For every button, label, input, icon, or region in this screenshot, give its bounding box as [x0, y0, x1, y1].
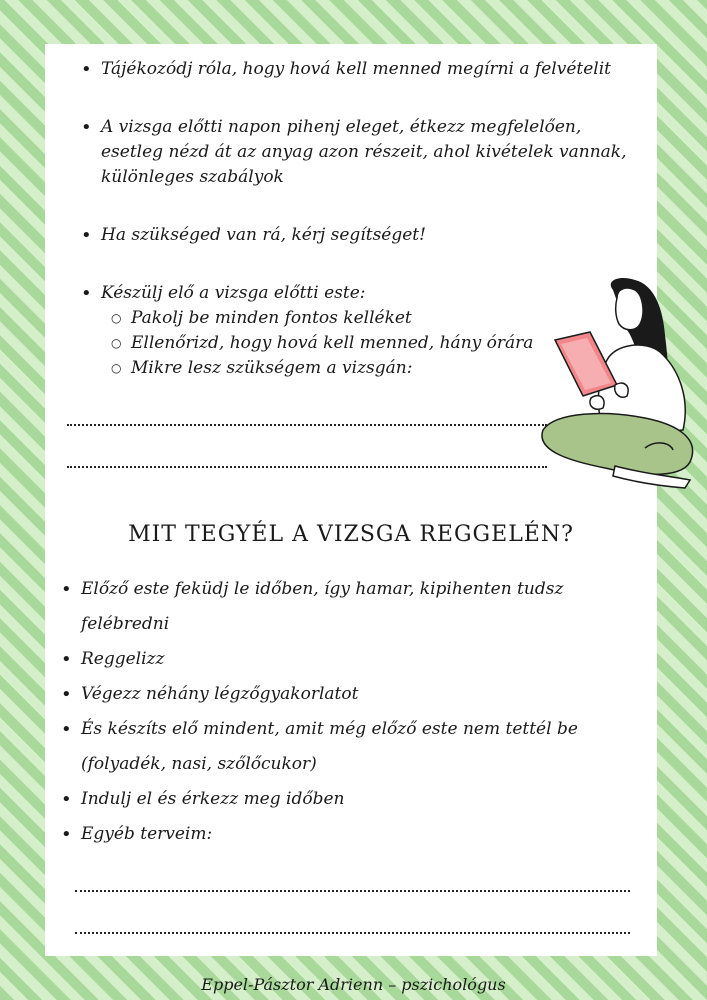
list-item: • És készíts elő mindent, amit még előző este nem tettél be (folyadék, nasi, szőlőcukor) [61, 712, 641, 782]
list-item-label: Készülj elő a vizsga előtti este: [101, 283, 366, 303]
morning-list [61, 572, 641, 852]
list-item: • Tájékozódj róla, hogy hová kell menned megírni a felvételit [81, 57, 641, 82]
reading-girl-illustration [495, 240, 705, 495]
writing-line [75, 890, 630, 892]
list-item: • Reggelizz [61, 642, 641, 677]
section-heading: MIT TEGYÉL A VIZSGA REGGELÉN? [128, 522, 574, 547]
sublist-item: ○ Ellenőrizd, hogy hová kell menned, hány órára [111, 331, 641, 356]
list-item: • Indulj el és érkezz meg időben [61, 782, 641, 817]
writing-line [75, 932, 630, 934]
list-item: • A vizsga előtti napon pihenj eleget, étkezz megfelelően, esetleg nézd át az anyag azon részeit, ahol kivételek vannak, különleges szabályok [81, 115, 641, 190]
sublist-item: ○ Pakolj be minden fontos kelléket [111, 306, 641, 331]
worksheet-card [45, 44, 657, 956]
list-item: • Ha szükséged van rá, kérj segítséget! [81, 223, 641, 248]
list-item: • Előző este feküdj le időben, így hamar, kipihenten tudsz felébredni [61, 572, 641, 642]
writing-line [67, 466, 547, 468]
writing-line [67, 424, 547, 426]
list-item: • Végezz néhány légzőgyakorlatot [61, 677, 641, 712]
sublist-item: ○ Mikre lesz szükségem a vizsgán: [111, 356, 641, 381]
list-item: • Egyéb terveim: [61, 817, 641, 852]
author-credit: Eppel-Pásztor Adrienn – pszichológus [201, 975, 506, 994]
